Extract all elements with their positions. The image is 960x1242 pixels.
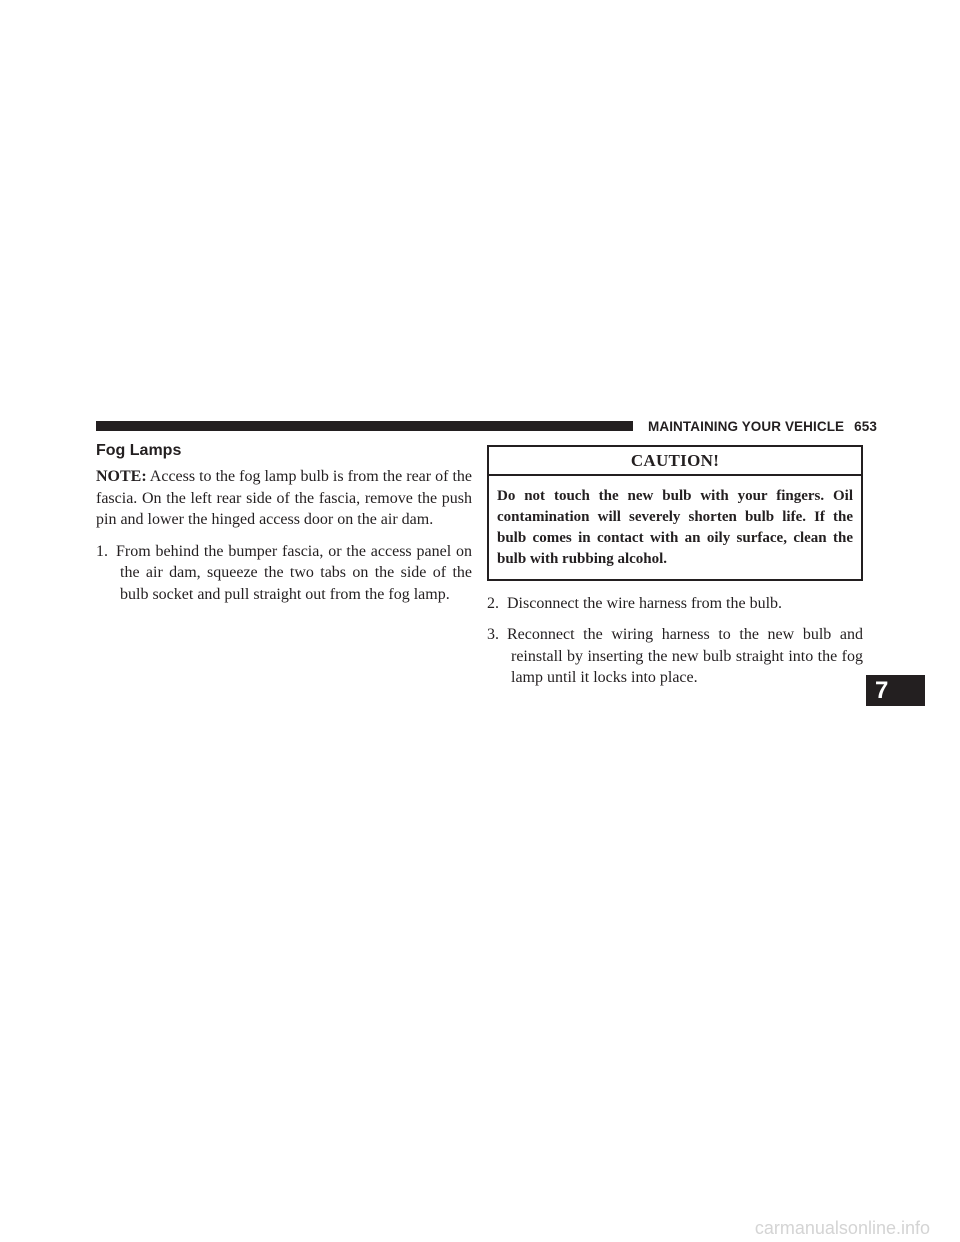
section-title: Fog Lamps <box>96 442 182 459</box>
step-number: 2. <box>487 594 499 612</box>
page-number: 653 <box>854 419 877 434</box>
step-item <box>96 541 472 606</box>
header-title: MAINTAINING YOUR VEHICLE <box>648 419 845 434</box>
note-label: NOTE: <box>96 468 147 485</box>
step-text: From behind the bumper fascia, or the access panel on the air dam, squeeze the two tabs on the side of the bulb socket and pull straight out from the fog lamp. <box>116 542 472 603</box>
chapter-tab: 7 <box>866 675 925 706</box>
step-item <box>487 593 863 615</box>
caution-box <box>487 445 863 581</box>
left-column <box>96 466 472 616</box>
header-rule <box>96 421 633 431</box>
right-column <box>487 445 863 699</box>
step-number: 1. <box>96 542 108 560</box>
step-text: Disconnect the wire harness from the bulb. <box>507 594 783 612</box>
caution-title: CAUTION! <box>489 447 861 476</box>
caution-text: Do not touch the new bulb with your fingers. Oil contamination will severely shorten bulb life. If the bulb comes in contact with an oily surface, clean the bulb with rubbing alcohol. <box>497 487 853 567</box>
note-paragraph <box>96 466 472 531</box>
step-number: 3. <box>487 626 499 644</box>
step-text: Reconnect the wiring harness to the new bulb and reinstall by inserting the new bulb straight into the fog lamp until it locks into place. <box>507 626 863 687</box>
note-text: Access to the fog lamp bulb is from the rear of the fascia. On the left rear side of the fascia, remove the push pin and lower the hinged access door on the air dam. <box>96 468 472 529</box>
watermark: carmanualsonline.info <box>754 1218 930 1238</box>
step-item <box>487 624 863 689</box>
running-header <box>648 419 877 434</box>
